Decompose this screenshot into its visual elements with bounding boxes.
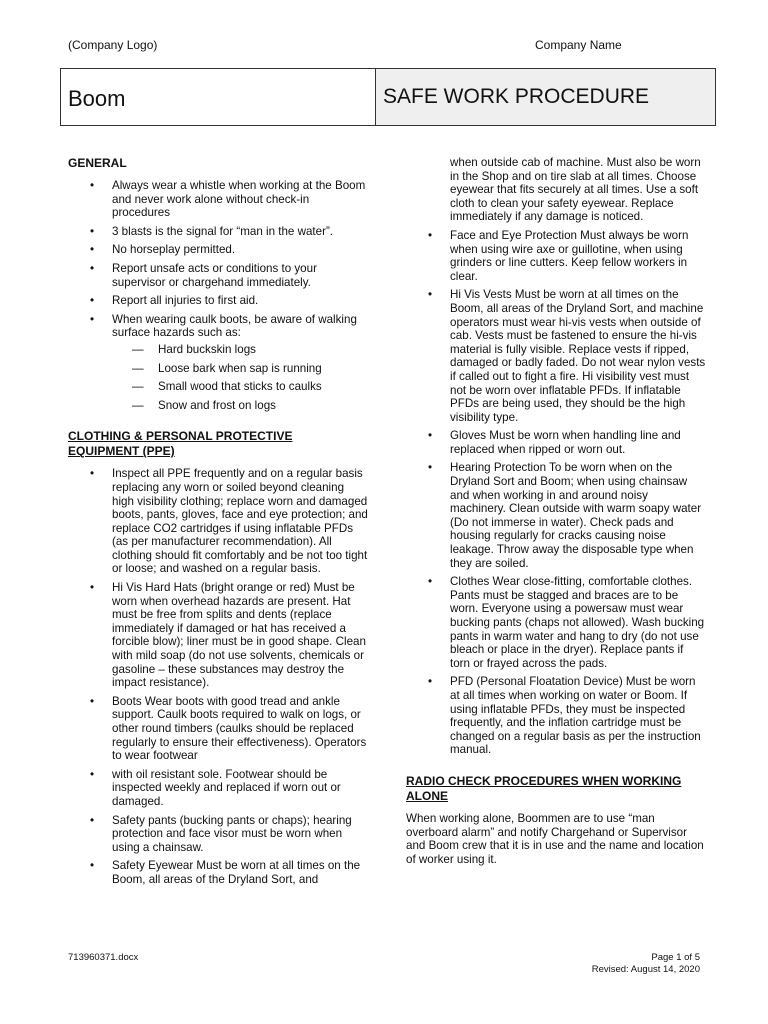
sublist-item: — Small wood that sticks to caulks (112, 380, 368, 394)
list-item: • PFD (Personal Floatation Device) Must be worn at all times when working on water or Boom. If using inflatable PFDs, they must be inspected frequently, and the inflation cartridge must be changed on a regular basis as per the instruction manual. (406, 675, 706, 757)
ppe-heading: CLOTHING & PERSONAL PROTECTIVE EQUIPMENT (PPE) (68, 429, 293, 459)
footer-page-info (592, 952, 700, 976)
list-item: • Face and Eye Protection Must always be worn when using wire axe or guillotine, when using grinders or line cutters. Keep fellow workers in clear. (406, 229, 706, 283)
list-item: • Always wear a whistle when working at the Boom and never work alone without check-in procedures (68, 179, 368, 220)
list-item-continuation: when outside cab of machine. Must also be worn in the Shop and on tire slab at all times. Choose eyewear that fits securely at all times. Use a soft cloth to clean your safety eyewear. Replace immediately if any damage is noticed. (450, 156, 701, 224)
hazard-sublist (112, 343, 368, 412)
ppe-list-continued (406, 229, 706, 757)
doc-type-cell (376, 69, 715, 125)
list-item: • Clothes Wear close-fitting, comfortable clothes. Pants must be stagged and braces are to be worn. Everyone using a powersaw must wear bucking pants (chaps not allowed). Wash bucking pants in warm water and hang to dry (do not use bleach or place in the dryer). Replace pants if torn or frayed across the pads. (406, 575, 706, 670)
document-title: Boom (68, 86, 126, 111)
list-item: • No horseplay permitted. (68, 243, 368, 257)
list-item: • Hearing Protection To be worn when on the Dryland Sort and Boom; when using chainsaw and when working in and around noisy machinery. Clean outside with warm soapy water (Do not immerse in water). Check pads and housing regularly for cracks causing noise leakage. Throw away the disposable type when they are soiled. (406, 461, 706, 570)
title-cell (61, 69, 376, 125)
list-item: • Safety Eyewear Must be worn at all times on the Boom, all areas of the Dryland Sort, and (68, 859, 368, 886)
general-list (68, 179, 368, 412)
page-number: Page 1 of 5 (651, 952, 700, 963)
company-logo-placeholder: (Company Logo) (68, 38, 158, 52)
list-item: • with oil resistant sole. Footwear should be inspected weekly and replaced if worn out or damaged. (68, 768, 368, 809)
sublist-item: — Snow and frost on logs (112, 399, 368, 413)
list-item: • Hi Vis Hard Hats (bright orange or red) Must be worn when overhead hazards are present. Hat must be free from splits and dents (replace immediately if damaged or hat has received a forcible blow); liner must be in good shape. Clean with mild soap (do not use solvents, chemicals or gasoline – these substances may destroy the impact resistance). (68, 581, 368, 690)
document-type: SAFE WORK PROCEDURE (383, 85, 650, 108)
ppe-list (68, 467, 368, 886)
right-column (406, 156, 706, 866)
sublist-item: — Loose bark when sap is running (112, 362, 368, 376)
list-item: • Safety pants (bucking pants or chaps); hearing protection and face visor must be worn when using a chainsaw. (68, 814, 368, 855)
list-item (68, 313, 368, 413)
general-heading: GENERAL (68, 156, 127, 170)
list-item-text: When wearing caulk boots, be aware of walking surface hazards such as: (112, 312, 357, 340)
footer-filename: 713960371.docx (68, 952, 139, 963)
left-column (68, 156, 368, 892)
revised-date: Revised: August 14, 2020 (591, 964, 700, 975)
list-item: • Inspect all PPE frequently and on a regular basis replacing any worn or soiled beyond cleaning high visibility clothing; replace worn and damaged boots, pants, gloves, face and eye protection; and replace CO2 cartridges if using inflatable PFDs (as per manufacturer recommendation). All clothing should fit comfortably and be not too tight or loose; and washed on a regular basis. (68, 467, 368, 576)
title-table (60, 68, 716, 126)
radio-paragraph: When working alone, Boommen are to use “man overboard alarm” and notify Chargehand or Supervisor and Boom crew that it is in use and the name and location of worker using it. (406, 811, 704, 866)
radio-heading: RADIO CHECK PROCEDURES WHEN WORKING ALONE (406, 773, 682, 803)
list-item: • Report all injuries to first aid. (68, 294, 368, 308)
list-item: • Hi Vis Vests Must be worn at all times on the Boom, all areas of the Dryland Sort, and machine operators must wear hi-vis vests when outside of cab. Vests must be fastened to ensure the hi-vis material is fully visible. Replace vests if ripped, damaged or badly faded. Do not wear nylon vests if called out to fight a fire. Hi visibility vest must not be worn over inflatable PFDs. If inflatable PFDs are being used, they should be the high visibility type. (406, 288, 706, 424)
list-item: • 3 blasts is the signal for “man in the water”. (68, 225, 368, 239)
sublist-item: — Hard buckskin logs (112, 343, 368, 357)
list-item: • Boots Wear boots with good tread and ankle support. Caulk boots required to walk on logs, or other round timbers (caulks should be replaced regularly to ensure their effectiveness). Operators to wear footwear (68, 695, 368, 763)
list-item: • Gloves Must be worn when handling line and replaced when ripped or worn out. (406, 429, 706, 456)
list-item: • Report unsafe acts or conditions to your supervisor or chargehand immediately. (68, 262, 368, 289)
company-name-placeholder: Company Name (535, 38, 622, 52)
